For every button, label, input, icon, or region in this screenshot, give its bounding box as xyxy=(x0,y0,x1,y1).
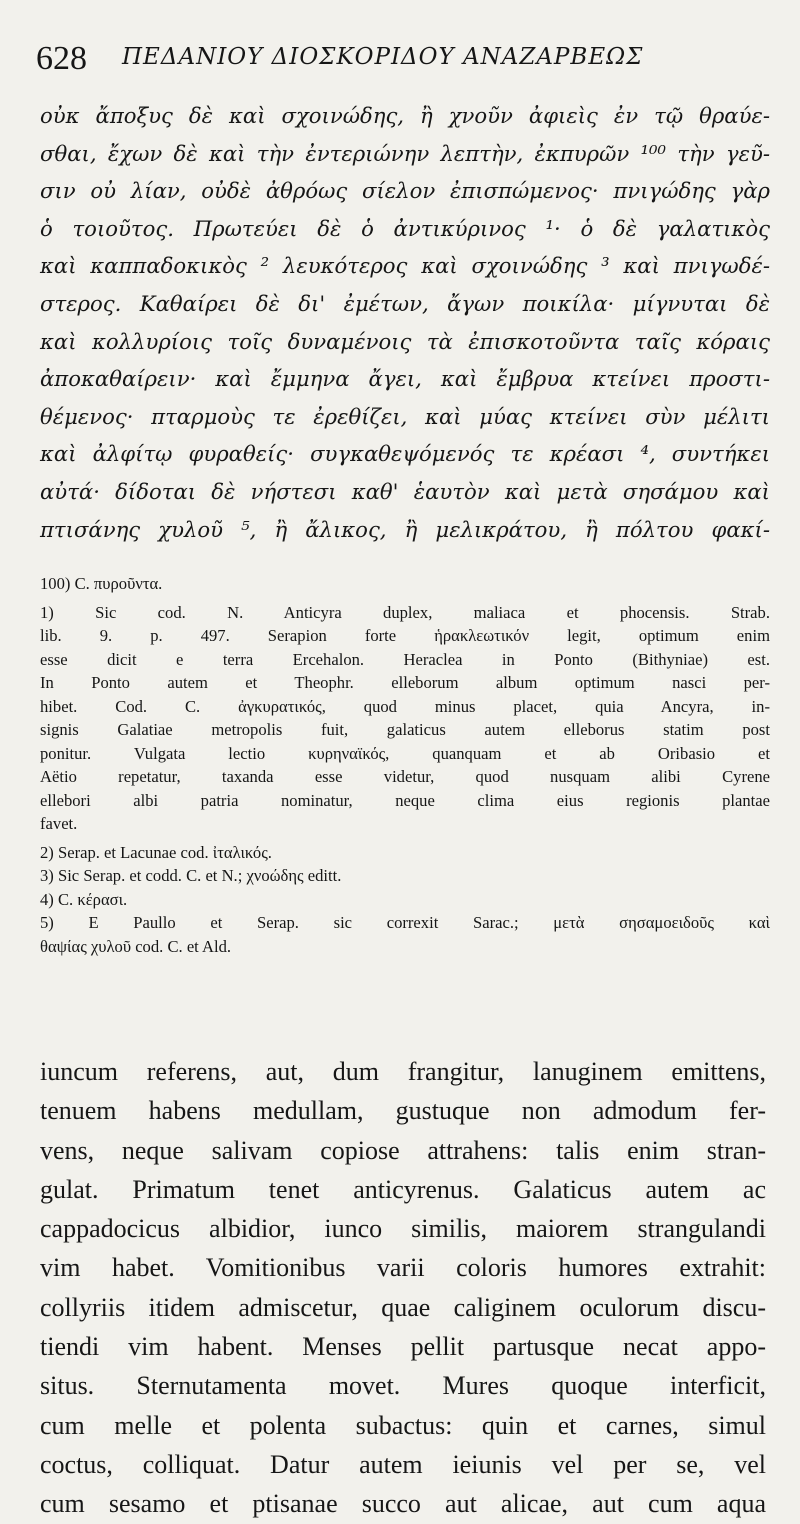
footnote-line: 2) Serap. et Lacunae cod. ἰταλικός. xyxy=(40,842,272,862)
running-title: ΠΕΔΑΝΙΟΥ ΔΙΟΣΚΟΡΙΔΟΥ ΑΝΑΖΑΡΒΕΩΣ xyxy=(122,44,644,70)
greek-line: οὐκ ἄποξυς δὲ καὶ σχοινώδης, ἢ χνοῦν ἀφιεὶς ἐν τῷ θραύε- xyxy=(40,103,770,128)
footnote-line: hibet. Cod. C. ἀγκυρατικός, quod minus placet, quia Ancyra, in- xyxy=(40,696,770,716)
latin-line: iuncum referens, aut, dum frangitur, lanuginem emittens, xyxy=(40,1057,766,1086)
footnote-line: 5) E Paullo et Serap. sic correxit Sarac.; μετὰ σησαμοειδοῦς καὶ xyxy=(40,913,770,932)
footnote-line: In Ponto autem et Theophr. elleborum album optimum nasci per- xyxy=(40,673,770,692)
footnote-line: ellebori albi patria nominatur, neque clima eius regionis plantae xyxy=(40,790,770,810)
latin-text-block xyxy=(40,1052,766,1524)
greek-line: θέμενος· πταρμοὺς τε ἐρεθίζει, καὶ μύας κτείνει σὺν μέλιτι xyxy=(40,403,770,429)
latin-line: collyriis itidem admiscetur, quae caliginem oculorum discu- xyxy=(40,1292,766,1322)
greek-line: ἀποκαθαίρειν· καὶ ἔμμηνα ἄγει, καὶ ἔμβρυα κτείνει προστι- xyxy=(40,366,770,392)
greek-line: πτισάνης χυλοῦ ⁵, ἢ ἄλικος, ἢ μελικράτου, ἢ πόλτου φακί- xyxy=(40,516,770,542)
footnote-line: ponitur. Vulgata lectio κυρηναϊκός, quanquam et ab Oribasio et xyxy=(40,743,770,763)
greek-line: καὶ κολλυρίοις τοῖς δυναμένοις τὰ ἐπισκοτοῦντα ταῖς κόραις xyxy=(40,328,770,354)
footnote-line: 4) C. κέρασι. xyxy=(40,889,128,909)
greek-text-block xyxy=(40,97,770,548)
latin-line: tenuem habens medullam, gustuque non admodum fer- xyxy=(40,1096,766,1126)
footnotes-block xyxy=(40,572,770,958)
footnote-line: 1) Sic cod. N. Anticyra duplex, maliaca et phocensis. Strab. xyxy=(40,602,770,622)
footnote-line: esse dicit e terra Ercehalon. Heraclea in Ponto (Bithyniae) est. xyxy=(40,649,770,669)
footnote-line: favet. xyxy=(40,814,78,833)
latin-line: tiendi vim habent. Menses pellit partusque necat appo- xyxy=(40,1332,766,1362)
greek-line: σιν οὐ λίαν, οὐδὲ ἀθρόως σίελον ἐπισπώμενος· πνιγώδης γὰρ xyxy=(40,178,770,204)
footnote-line: signis Galatiae metropolis fuit, galaticus autem elleborus statim post xyxy=(40,720,770,739)
latin-line: vim habet. Vomitionibus varii coloris humores extrahit: xyxy=(40,1253,766,1283)
footnote-line: lib. 9. p. 497. Serapion forte ἡρακλεωτικόν legit, optimum enim xyxy=(40,626,770,645)
greek-line: αὐτά· δίδοται δὲ νήστεσι καθ' ἑαυτὸν καὶ μετὰ σησάμου καὶ xyxy=(40,478,770,504)
footnote-line: θαψίας χυλοῦ cod. C. et Ald. xyxy=(40,936,232,956)
latin-line: gulat. Primatum tenet anticyrenus. Galaticus autem ac xyxy=(40,1174,766,1204)
latin-line: cappadocicus albidior, iunco similis, maiorem strangulandi xyxy=(40,1214,766,1244)
greek-line: στερος. Καθαίρει δὲ δι' ἐμέτων, ἄγων ποικίλα· μίγνυται δὲ xyxy=(40,290,770,316)
latin-line: coctus, colliquat. Datur autem ieiunis vel per se, vel xyxy=(40,1449,766,1479)
latin-line: situs. Sternutamenta movet. Mures quoque interficit, xyxy=(40,1371,766,1401)
page-number: 628 xyxy=(36,40,87,77)
greek-line: καὶ καππαδοκικὸς ² λευκότερος καὶ σχοινώδης ³ καὶ πνιγωδέ- xyxy=(40,253,770,279)
latin-line: vens, neque salivam copiose attrahens: talis enim stran- xyxy=(40,1135,766,1165)
footnote-line: Aëtio repetatur, taxanda esse videtur, quod nusquam alibi Cyrene xyxy=(40,767,770,786)
page-header xyxy=(36,34,776,84)
footnote-line: 3) Sic Serap. et codd. C. et N.; χνοώδης editt. xyxy=(40,866,342,885)
greek-line: ὁ τοιοῦτος. Πρωτεύει δὲ ὁ ἀντικύρινος ¹· ὁ δὲ γαλατικὸς xyxy=(40,215,770,241)
greek-line: σθαι, ἔχων δὲ καὶ τὴν ἐντεριώνην λεπτὴν, ἐκπυρῶν ¹⁰⁰ τὴν γεῦ- xyxy=(40,140,770,166)
greek-line: καὶ ἀλφίτῳ φυραθείς· συγκαθεψόμενός τε κρέασι ⁴, συντήκει xyxy=(40,441,770,467)
latin-line: cum melle et polenta subactus: quin et carnes, simul xyxy=(40,1410,766,1440)
footnote-line: 100) C. πυροῦντα. xyxy=(40,574,163,593)
latin-line: cum sesamo et ptisanae succo aut alicae, aut cum aqua xyxy=(40,1489,766,1519)
